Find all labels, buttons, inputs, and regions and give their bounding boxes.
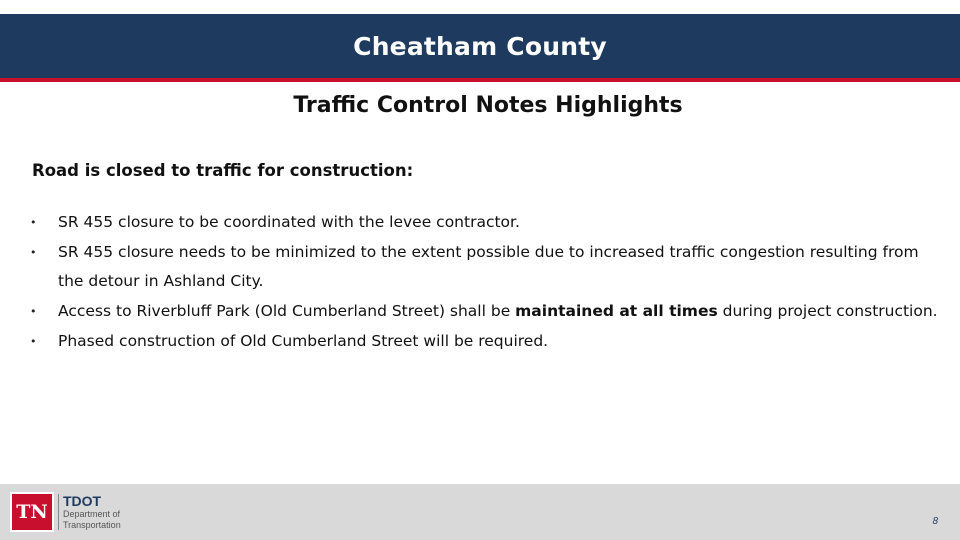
title-underline-rule (0, 78, 960, 82)
bullet-text-bold: maintained at all times (515, 302, 718, 320)
bullet-dot-icon: • (30, 216, 37, 229)
logo-divider (58, 494, 59, 530)
bullet-dot-icon: • (30, 305, 37, 318)
bullet-list (30, 208, 940, 357)
logo-name: TDOT (63, 493, 102, 509)
bullet-item (30, 297, 940, 326)
bullet-item (30, 208, 940, 237)
logo-sub-line1: Department of (63, 509, 121, 519)
bullet-text-before: Access to Riverbluff Park (Old Cumberland Street) shall be (58, 302, 516, 320)
title-banner (0, 14, 960, 78)
bullet-item (30, 327, 940, 356)
bullet-dot-icon: • (30, 246, 37, 259)
slide-subtitle: Traffic Control Notes Highlights (293, 93, 683, 118)
logo-sub-line2: Transportation (63, 520, 121, 530)
section-heading: Road is closed to traffic for construction: (32, 161, 414, 180)
bullet-dot-icon: • (30, 335, 37, 348)
bullet-text: SR 455 closure needs to be minimized to the extent possible due to increased traffic congestion resulting from the detour in Ashland City. (58, 243, 919, 290)
bullet-text: SR 455 closure to be coordinated with the levee contractor. (58, 213, 520, 231)
bullet-text-after: during project construction. (717, 302, 938, 320)
bullet-text: Phased construction of Old Cumberland Street will be required. (58, 332, 549, 350)
slide-title: Cheatham County (353, 31, 607, 61)
tn-logo-icon: TN (10, 492, 54, 532)
bullet-item (30, 238, 940, 296)
footer-bar (0, 484, 960, 540)
page-number: 8 (932, 516, 938, 527)
logo-text (63, 494, 121, 530)
tdot-logo (10, 492, 121, 532)
